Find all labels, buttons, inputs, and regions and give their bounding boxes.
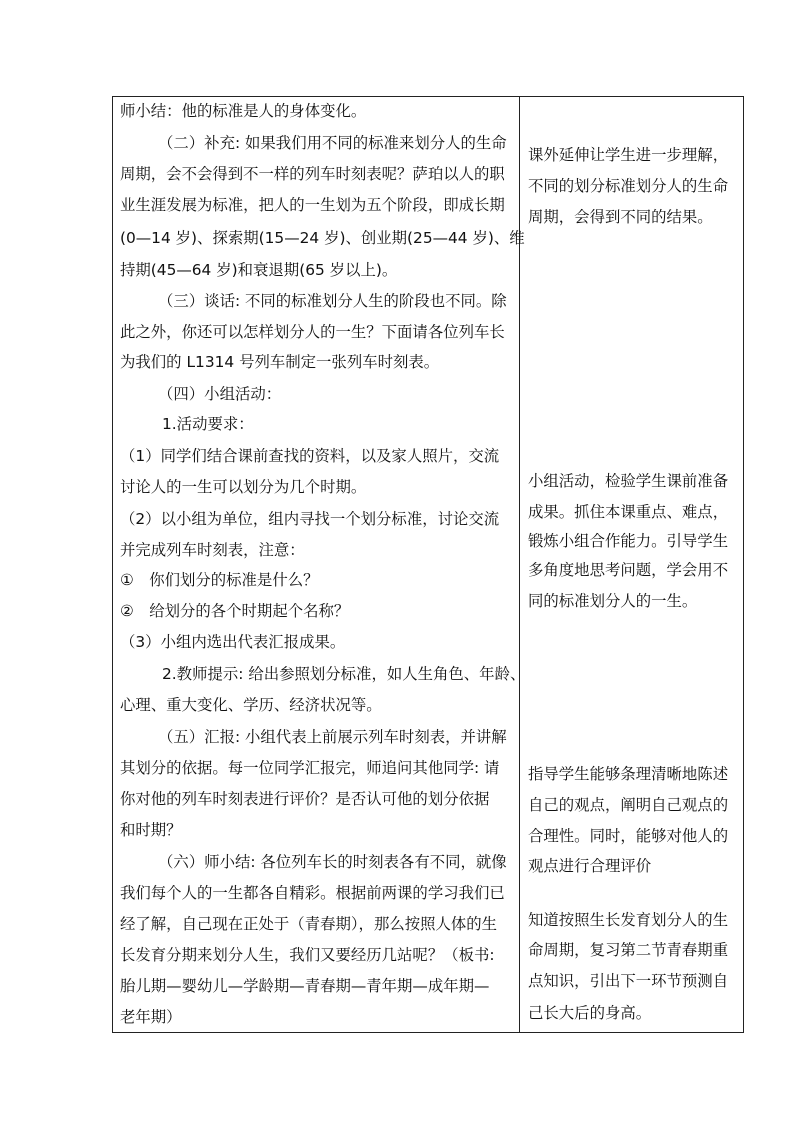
left-line: 为我们的 L1314 号列车制定一张列车时刻表。	[120, 353, 440, 371]
left-line: 讨论人的一生可以划分为几个时期。	[120, 478, 367, 496]
left-line: （3）小组内选出代表汇报成果。	[120, 633, 346, 651]
right-line: 知道按照生长发育划分人的生	[528, 911, 729, 929]
left-line: （1）同学们结合课前查找的资料，以及家人照片，交流	[120, 447, 500, 465]
left-line: 经了解，自己现在正处于（青春期），那么按照人体的生	[120, 915, 498, 933]
left-line: 其划分的依据。每一位同学汇报完，师追问其他同学: 请	[120, 759, 500, 777]
right-line: 指导学生能够条理清晰地陈述	[528, 765, 729, 783]
left-line: (0—14 岁)、探索期(15—24 岁)、创业期(25—44 岁)、维	[120, 229, 525, 247]
left-line: 持期(45—64 岁)和衰退期(65 岁以上)。	[120, 261, 398, 279]
left-line: 业生涯发展为标准，把人的一生划为五个阶段，即成长期	[120, 196, 505, 214]
right-line: 自己的观点，阐明自己观点的	[528, 796, 729, 814]
left-line: 和时期？	[120, 821, 182, 839]
left-line: 并完成列车时刻表，注意：	[120, 541, 305, 559]
right-line: 多角度地思考问题，学会用不	[528, 561, 729, 579]
right-line: 己长大后的身高。	[528, 1004, 652, 1022]
right-line: 不同的划分标准划分人的生命	[528, 177, 729, 195]
left-line: （六）师小结: 各位列车长的时刻表各有不同，就像	[158, 853, 507, 871]
right-line: 成果。抓住本课重点、难点，	[528, 503, 729, 521]
right-line: 小组活动，检验学生课前准备	[528, 472, 729, 490]
left-line: （2）以小组为单位，组内寻找一个划分标准，讨论交流	[120, 510, 500, 528]
left-line: ② 给划分的各个时期起个名称？	[120, 602, 350, 620]
right-line: 锻炼小组合作能力。引导学生	[528, 532, 729, 550]
right-line: 课外延伸让学生进一步理解，	[528, 146, 729, 164]
left-line: 胎儿期—婴幼儿—学龄期—青春期—青年期—成年期—	[120, 977, 490, 995]
left-line: 长发育分期来划分人生，我们又要经历几站呢？（板书:	[120, 946, 495, 964]
right-line: 点知识，引出下一环节预测自	[528, 972, 729, 990]
left-line: 你对他的列车时刻表进行评价？是否认可他的划分依据	[120, 790, 490, 808]
left-line: 我们每个人的一生都各自精彩。根据前两课的学习我们已	[120, 884, 505, 902]
left-line: （二）补充: 如果我们用不同的标准来划分人的生命	[158, 134, 507, 152]
right-line: 命周期，复习第二节青春期重	[528, 941, 729, 959]
right-line: 合理性。同时，能够对他人的	[528, 827, 729, 845]
right-line: 同的标准划分人的一生。	[528, 592, 698, 610]
right-line: 周期，会得到不同的结果。	[528, 208, 713, 226]
left-line: 1.活动要求：	[162, 415, 254, 433]
left-line: 周期，会不会得到不一样的列车时刻表呢？萨珀以人的职	[120, 165, 505, 183]
left-line: 老年期）	[120, 1008, 182, 1026]
left-line: 此之外，你还可以怎样划分人的一生？下面请各位列车长	[120, 323, 505, 341]
left-line: 心理、重大变化、学历、经济状况等。	[120, 696, 382, 714]
left-line: （四）小组活动：	[158, 385, 282, 403]
left-line: （三）谈话: 不同的标准划分人生的阶段也不同。除	[158, 292, 507, 310]
left-line: ① 你们划分的标准是什么？	[120, 571, 319, 589]
left-line: 2.教师提示: 给出参照划分标准，如人生角色、年龄、	[162, 665, 526, 683]
left-line: 师小结：他的标准是人的身体变化。	[120, 102, 367, 120]
left-line: （五）汇报: 小组代表上前展示列车时刻表，并讲解	[158, 728, 507, 746]
right-line: 观点进行合理评价	[528, 857, 652, 875]
